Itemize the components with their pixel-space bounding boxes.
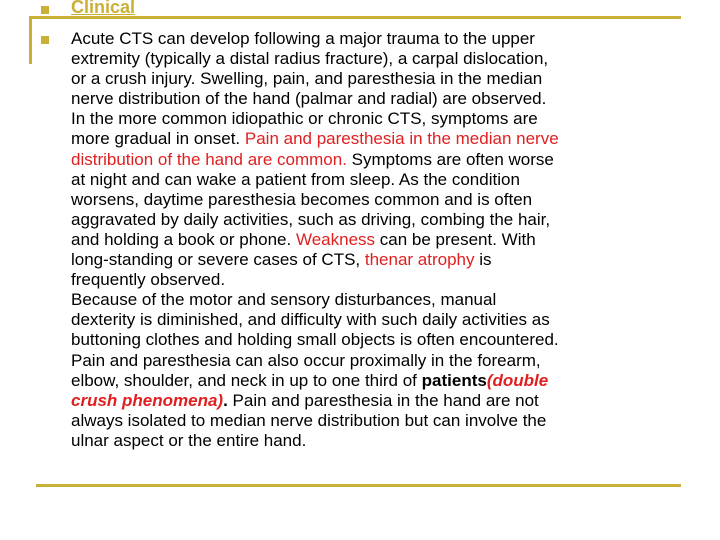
- body-line: [71, 129, 691, 149]
- body-line: [71, 190, 691, 210]
- body-text-segment: at night and can wake a patient from sleep. As the condition: [71, 169, 520, 189]
- body-line: [71, 230, 691, 250]
- emphasis-text-segment: Weakness: [295, 229, 376, 249]
- body-line: [71, 109, 691, 129]
- body-text-segment: elbow, shoulder, and neck in up to one third of: [71, 370, 422, 390]
- body-text-segment: Symptoms are often worse: [346, 149, 554, 169]
- body-line: [71, 29, 691, 49]
- body-line: [71, 391, 691, 411]
- body-text-segment: Acute CTS can develop following a major trauma to the upper: [71, 29, 535, 48]
- emphasis-text-segment: Pain and paresthesia in the median nerve: [244, 129, 559, 149]
- square-bullet-icon: [41, 36, 49, 44]
- emphasis-text-segment: patients: [421, 370, 487, 390]
- body-text-segment: buttoning clothes and holding small objects is often encountered.: [71, 330, 559, 350]
- body-text-segment: In the more common idiopathic or chronic CTS, symptoms are: [71, 109, 538, 129]
- body-line: [71, 351, 691, 371]
- slide-heading: Clinical: [71, 0, 136, 17]
- body-text-segment: long-standing or severe cases of CTS,: [71, 250, 365, 270]
- body-text-segment: and holding a book or phone.: [71, 229, 296, 249]
- body-text-segment: is: [474, 250, 492, 270]
- body-line: [71, 371, 691, 391]
- slide-body-text: [71, 29, 691, 451]
- body-text-segment: worsens, daytime paresthesia becomes common and is often: [71, 189, 533, 209]
- body-line: [71, 49, 691, 69]
- emphasis-text-segment: crush phenomena): [71, 390, 224, 410]
- body-text-segment: or a crush injury. Swelling, pain, and paresthesia in the median: [71, 69, 543, 89]
- body-line: [71, 290, 691, 310]
- body-line: [71, 330, 691, 350]
- slide-bottom-rule: [36, 484, 681, 487]
- body-line: [71, 150, 691, 170]
- body-line: [71, 431, 691, 451]
- slide-left-rule: [29, 16, 32, 64]
- body-line: [71, 270, 691, 290]
- body-text-segment: more gradual in onset.: [71, 129, 245, 149]
- body-line: [71, 411, 691, 431]
- body-text-segment: Pain and paresthesia can also occur proximally in the forearm,: [71, 350, 541, 370]
- emphasis-text-segment: distribution of the hand are common.: [71, 149, 347, 169]
- body-text-segment: nerve distribution of the hand (palmar and radial) are observed.: [71, 89, 547, 109]
- body-line: [71, 210, 691, 230]
- body-line: [71, 250, 691, 270]
- body-text-segment: Pain and paresthesia in the hand are not: [227, 390, 539, 410]
- emphasis-text-segment: thenar atrophy: [364, 250, 475, 270]
- body-text-segment: ulnar aspect or the entire hand.: [71, 430, 307, 450]
- body-text-segment: dexterity is diminished, and difficulty with such daily activities as: [71, 310, 550, 330]
- body-text-segment: can be present. With: [375, 229, 536, 249]
- emphasis-text-segment: (double: [486, 370, 549, 390]
- body-text-segment: extremity (typically a distal radius fracture), a carpal dislocation,: [71, 49, 549, 69]
- emphasis-text-segment: .: [223, 390, 228, 410]
- body-line: [71, 170, 691, 190]
- body-line: [71, 310, 691, 330]
- body-text-segment: frequently observed.: [71, 270, 226, 290]
- body-line: [71, 69, 691, 89]
- body-line: [71, 89, 691, 109]
- body-text-segment: always isolated to median nerve distribution but can involve the: [71, 410, 547, 430]
- body-text-segment: Because of the motor and sensory disturbances, manual: [71, 290, 497, 310]
- square-bullet-icon: [41, 6, 49, 14]
- body-text-segment: aggravated by daily activities, such as driving, combing the hair,: [71, 209, 551, 229]
